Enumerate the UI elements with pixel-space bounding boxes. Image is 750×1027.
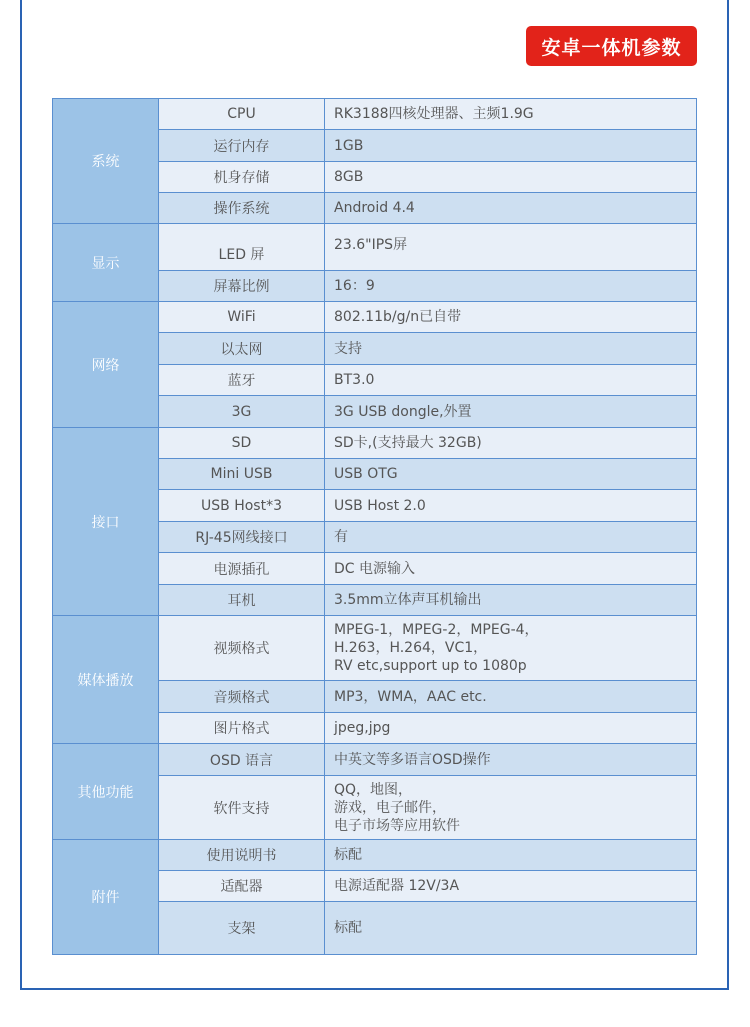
spec-name: 电源插孔 <box>159 553 325 585</box>
spec-name: 软件支持 <box>159 776 325 840</box>
spec-value-line: DC 电源输入 <box>334 560 416 577</box>
spec-value <box>325 193 697 224</box>
spec-value <box>325 902 697 955</box>
page-title-badge: 安卓一体机参数 <box>526 26 697 66</box>
group-label: 媒体播放 <box>53 616 159 744</box>
spec-value-line: 标配 <box>334 847 362 863</box>
table-row <box>53 302 697 333</box>
spec-value-line: Android 4.4 <box>334 200 415 216</box>
spec-name: 屏幕比例 <box>159 271 325 302</box>
spec-name: RJ-45网线接口 <box>159 522 325 553</box>
group-label: 附件 <box>53 840 159 955</box>
spec-value <box>325 585 697 616</box>
spec-value <box>325 776 697 840</box>
group-label: 系统 <box>53 99 159 224</box>
spec-value <box>325 130 697 162</box>
spec-name: WiFi <box>159 302 325 333</box>
spec-name: 使用说明书 <box>159 840 325 871</box>
spec-value-line: 3G USB dongle,外置 <box>334 403 472 420</box>
spec-name: 以太网 <box>159 333 325 365</box>
spec-value-line: 16：9 <box>334 278 375 294</box>
spec-value-line: RK3188四核处理器、主频1.9G <box>334 106 534 122</box>
spec-name: 操作系统 <box>159 193 325 224</box>
spec-value-line: 电子市场等应用软件 <box>334 817 460 834</box>
spec-name: 3G <box>159 396 325 428</box>
spec-value-line: H.263，H.264，VC1， <box>334 640 488 656</box>
spec-name: 运行内存 <box>159 130 325 162</box>
spec-name: 适配器 <box>159 871 325 902</box>
spec-name: 图片格式 <box>159 713 325 744</box>
spec-name: USB Host*3 <box>159 490 325 522</box>
spec-name: 机身存储 <box>159 162 325 193</box>
spec-value-line: 标配 <box>334 920 362 936</box>
group-label: 接口 <box>53 428 159 616</box>
spec-name: CPU <box>159 99 325 130</box>
spec-value-line: jpeg,jpg <box>334 720 391 736</box>
spec-value <box>325 744 697 776</box>
spec-name: 视频格式 <box>159 616 325 681</box>
spec-value-line: 有 <box>334 529 348 545</box>
spec-value <box>325 681 697 713</box>
spec-value-line: 游戏，电子邮件， <box>334 799 446 816</box>
spec-value-line: 支持 <box>334 340 362 357</box>
spec-value <box>325 271 697 302</box>
spec-name: OSD 语言 <box>159 744 325 776</box>
spec-name: 蓝牙 <box>159 365 325 396</box>
spec-name: LED 屏 <box>159 224 325 271</box>
spec-value-line: 802.11b/g/n已自带 <box>334 309 462 325</box>
table-row <box>53 99 697 130</box>
spec-value <box>325 713 697 744</box>
group-label: 其他功能 <box>53 744 159 840</box>
spec-value <box>325 553 697 585</box>
spec-value <box>325 396 697 428</box>
spec-value-line: USB Host 2.0 <box>334 497 426 514</box>
spec-name: 音频格式 <box>159 681 325 713</box>
spec-value-line: 8GB <box>334 169 364 185</box>
spec-value-line: SD卡,(支持最大 32GB) <box>334 435 482 451</box>
spec-value <box>325 840 697 871</box>
spec-value-line: 3.5mm立体声耳机输出 <box>334 592 482 608</box>
spec-value <box>325 871 697 902</box>
table-row <box>53 428 697 459</box>
spec-name: SD <box>159 428 325 459</box>
spec-value-line: MPEG-1，MPEG-2，MPEG-4， <box>334 622 539 638</box>
spec-value <box>325 99 697 130</box>
spec-value-line: QQ，地图， <box>334 781 413 798</box>
spec-name: 耳机 <box>159 585 325 616</box>
spec-value-line: RV etc,support up to 1080p <box>334 658 527 674</box>
table-row <box>53 744 697 776</box>
spec-value <box>325 162 697 193</box>
spec-value <box>325 522 697 553</box>
table-row <box>53 224 697 271</box>
spec-value-line: 中英文等多语言OSD操作 <box>334 751 491 768</box>
spec-value <box>325 302 697 333</box>
spec-value-line: 23.6"IPS屏 <box>334 237 408 253</box>
table-row <box>53 840 697 871</box>
spec-value-line: USB OTG <box>334 466 398 482</box>
spec-table <box>52 98 697 955</box>
spec-value <box>325 333 697 365</box>
group-label: 显示 <box>53 224 159 302</box>
spec-value-line: MP3，WMA，AAC etc. <box>334 688 487 705</box>
spec-name: 支架 <box>159 902 325 955</box>
spec-value <box>325 428 697 459</box>
spec-value <box>325 365 697 396</box>
spec-value-line: 1GB <box>334 137 364 154</box>
spec-value <box>325 490 697 522</box>
spec-value-line: BT3.0 <box>334 372 375 388</box>
spec-value-line: 电源适配器 12V/3A <box>334 878 460 894</box>
spec-value <box>325 224 697 271</box>
spec-value <box>325 616 697 681</box>
group-label: 网络 <box>53 302 159 428</box>
spec-value <box>325 459 697 490</box>
table-row <box>53 616 697 681</box>
spec-name: Mini USB <box>159 459 325 490</box>
